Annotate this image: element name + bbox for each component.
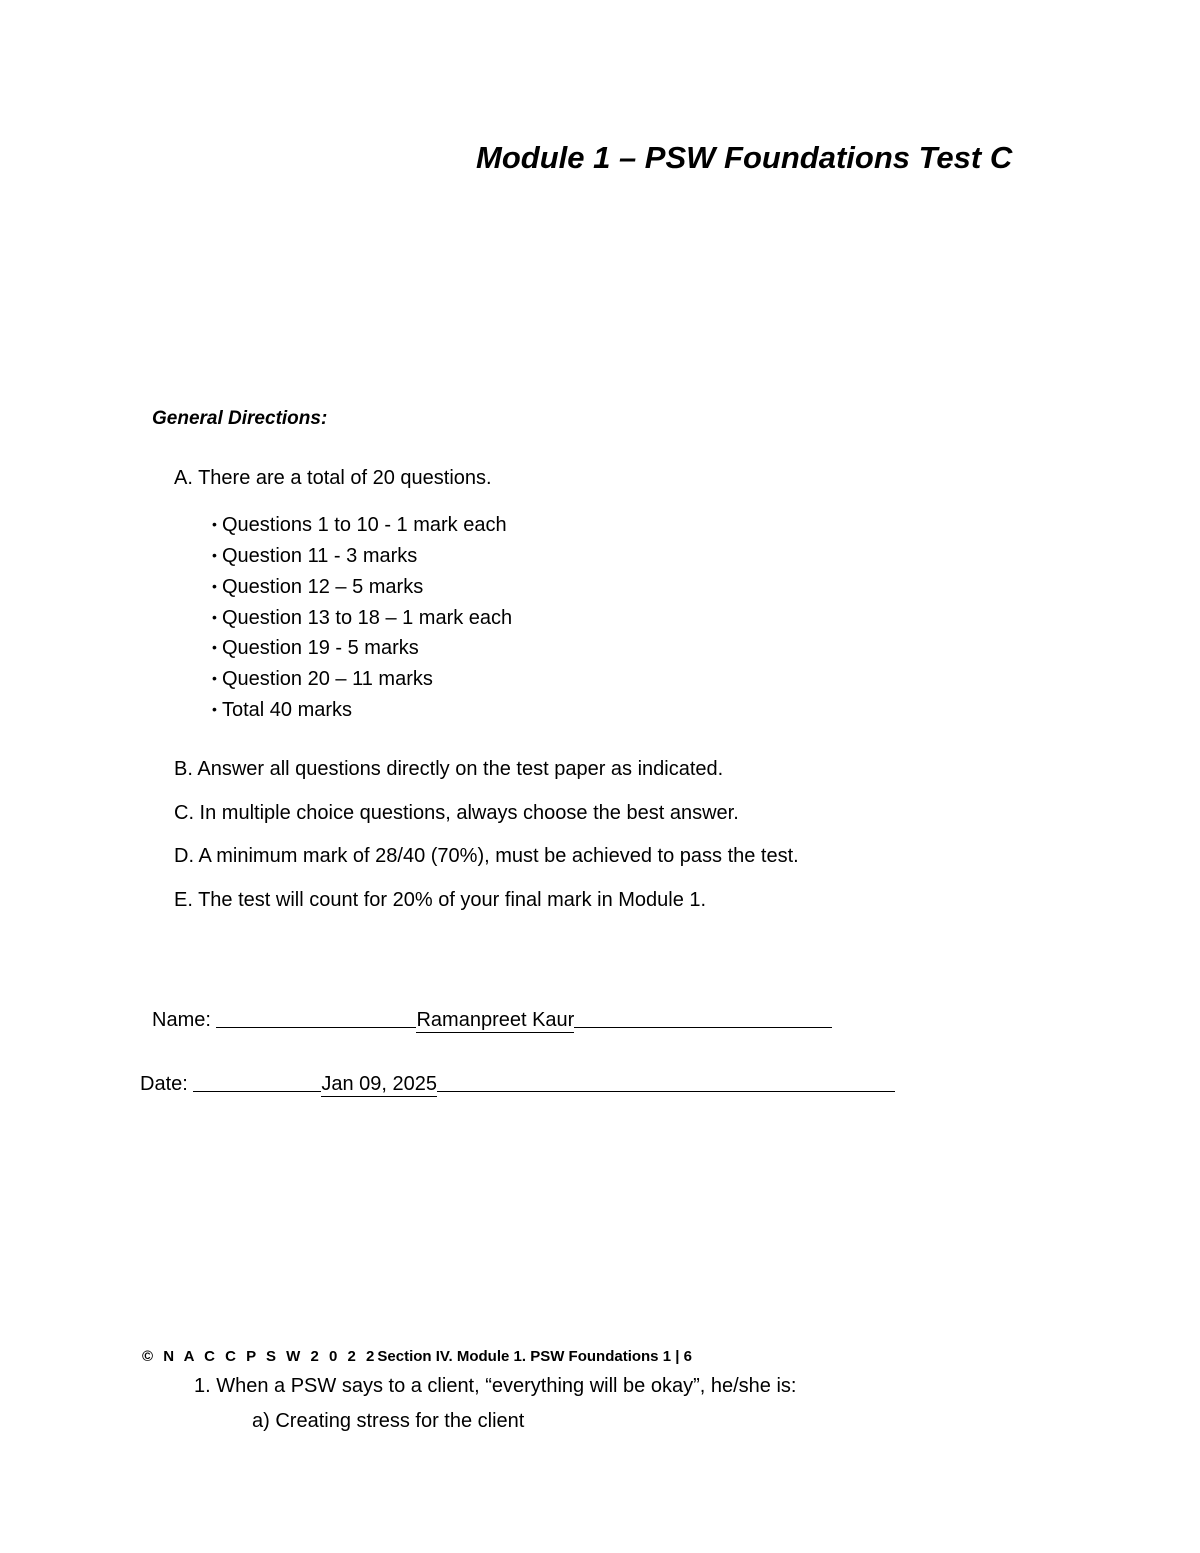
marks-bullet-item <box>212 635 419 660</box>
name-blank-line <box>216 1007 416 1028</box>
name-label: Name: <box>152 1009 211 1031</box>
marks-bullet-item <box>212 574 423 599</box>
question-1-option-a[interactable]: a) Creating stress for the client <box>252 1410 525 1432</box>
marks-bullet-text: Question 19 - 5 marks <box>222 637 419 659</box>
marks-bullet-item <box>212 605 512 630</box>
date-blank-line <box>437 1071 895 1092</box>
bullet-icon: • <box>212 670 217 686</box>
date-field <box>140 1071 895 1097</box>
date-value[interactable]: Jan 09, 2025 <box>321 1073 438 1095</box>
question-1: 1. When a PSW says to a client, “everything will be okay”, he/she is: <box>194 1375 797 1397</box>
footer-section: Section IV. Module 1. PSW Foundations 1 | 6 <box>377 1348 692 1365</box>
marks-bullet-text: Total 40 marks <box>222 699 353 721</box>
name-blank-line <box>574 1007 832 1028</box>
bullet-icon: • <box>212 701 217 717</box>
date-label: Date: <box>140 1073 188 1095</box>
marks-bullet-text: Question 12 – 5 marks <box>222 576 424 598</box>
direction-e: E. The test will count for 20% of your final mark in Module 1. <box>174 889 707 911</box>
page-title: Module 1 – PSW Foundations Test C <box>476 140 1013 175</box>
marks-bullet-item <box>212 666 433 691</box>
bullet-icon: • <box>212 547 217 563</box>
marks-bullet-text: Questions 1 to 10 - 1 mark each <box>222 514 507 536</box>
page-footer <box>142 1348 692 1365</box>
marks-bullet-item <box>212 697 352 722</box>
bullet-icon: • <box>212 578 217 594</box>
marks-bullet-text: Question 13 to 18 – 1 mark each <box>222 607 513 629</box>
bullet-icon: • <box>212 639 217 655</box>
direction-a: A. There are a total of 20 questions. <box>174 467 492 489</box>
directions-heading: General Directions: <box>152 408 328 429</box>
direction-d: D. A minimum mark of 28/40 (70%), must be achieved to pass the test. <box>174 845 799 867</box>
marks-bullet-text: Question 20 – 11 marks <box>222 668 433 690</box>
direction-c: C. In multiple choice questions, always choose the best answer. <box>174 802 739 824</box>
bullet-icon: • <box>212 609 217 625</box>
footer-copyright: © N A C C P S W 2 0 2 2 <box>142 1348 378 1365</box>
date-blank-line <box>193 1071 321 1092</box>
name-value[interactable]: Ramanpreet Kaur <box>416 1009 575 1031</box>
bullet-icon: • <box>212 516 217 532</box>
direction-b: B. Answer all questions directly on the test paper as indicated. <box>174 758 724 780</box>
marks-bullet-item <box>212 512 507 537</box>
marks-bullet-text: Question 11 - 3 marks <box>222 545 418 567</box>
marks-bullet-item <box>212 543 417 568</box>
name-field <box>152 1007 832 1033</box>
